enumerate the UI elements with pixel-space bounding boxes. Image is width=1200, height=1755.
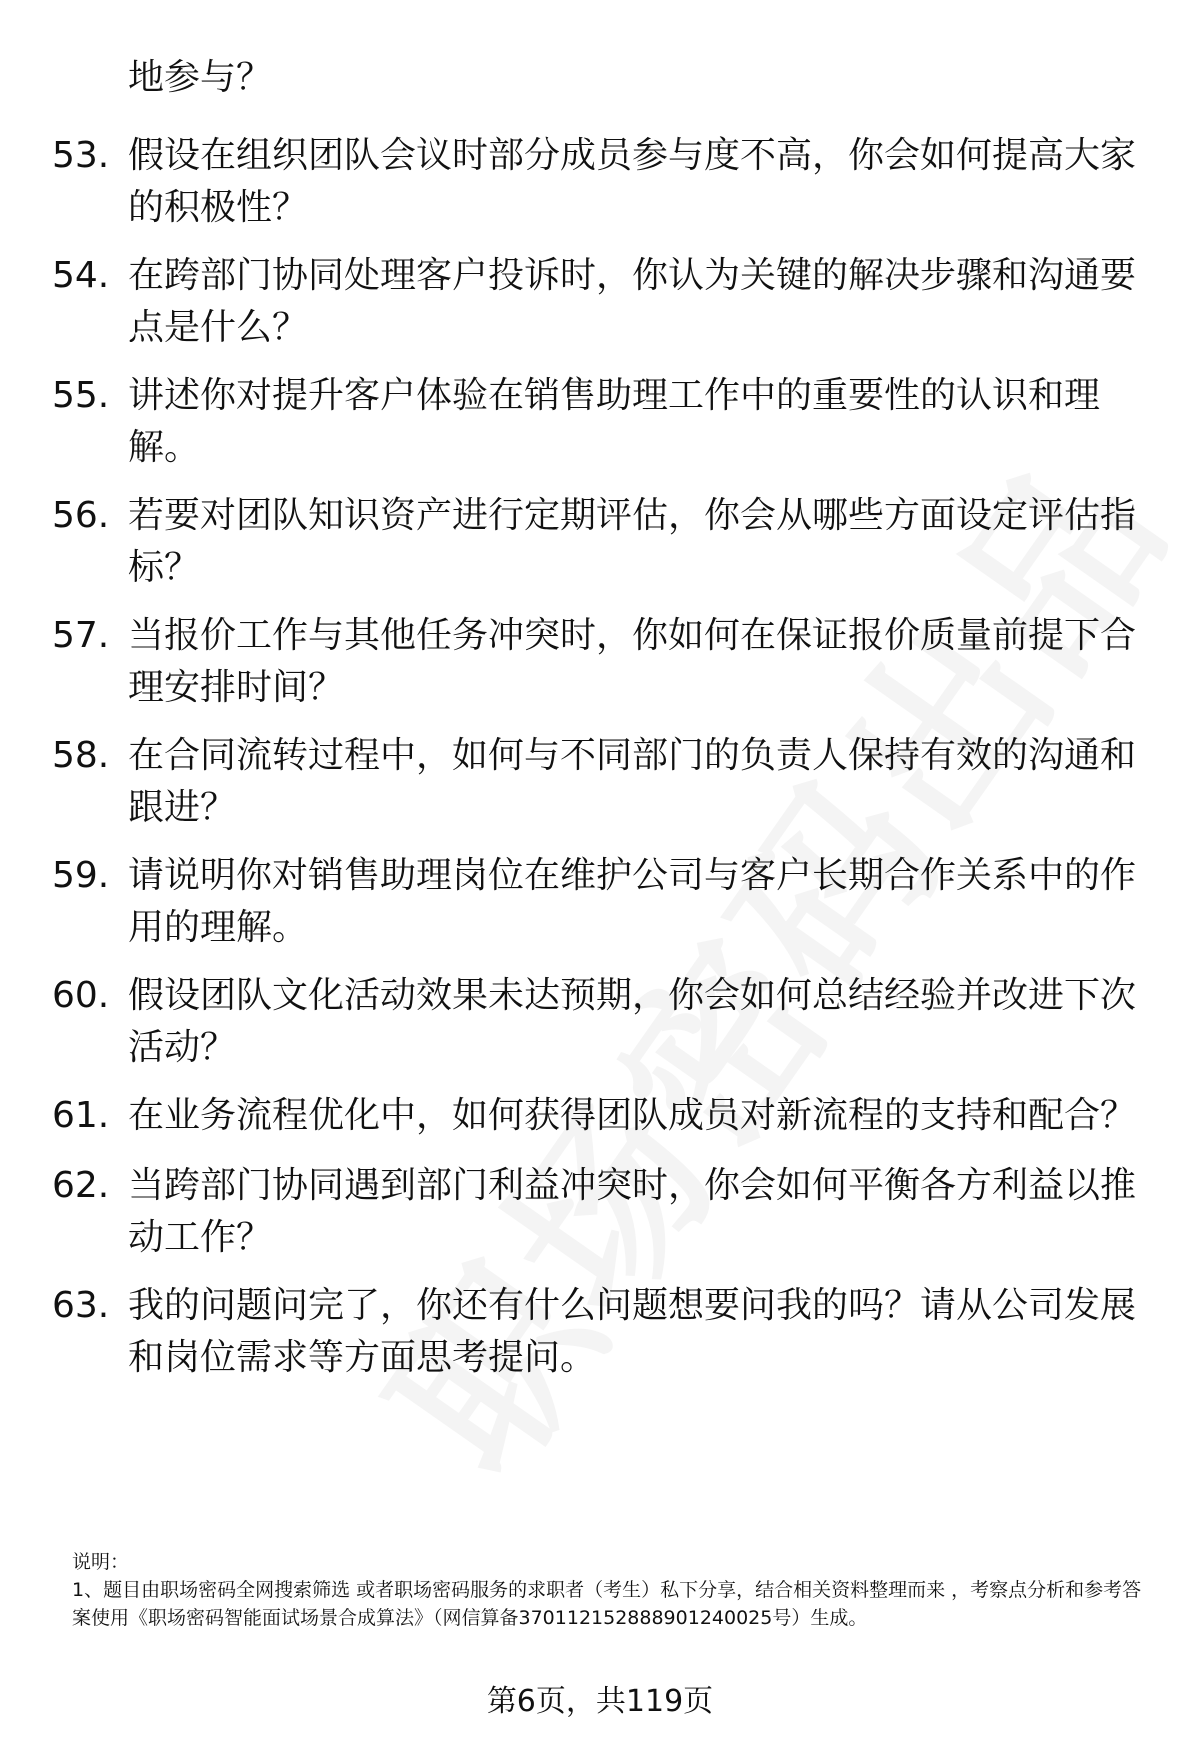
notes-body: 1、题目由职场密码全网搜索筛选 或者职场密码服务的求职者（考生）私下分享，结合相关资料整理而来 ，考察点分析和参考答案使用《职场密码智能面试场景合成算法》（网信算备370112152888901240025号）生成。	[72, 1579, 1142, 1629]
question-item	[52, 970, 1152, 1074]
notes-title: 说明：	[72, 1551, 130, 1573]
question-number: 56.	[52, 495, 110, 536]
previous-question-continuation: 地参与？	[128, 57, 273, 98]
question-text: 若要对团队知识资产进行定期评估，你会从哪些方面设定评估指标？	[128, 495, 1137, 588]
question-text: 在合同流转过程中，如何与不同部门的负责人保持有效的沟通和跟进？	[128, 735, 1137, 828]
question-number: 53.	[52, 135, 110, 176]
question-item	[52, 610, 1152, 714]
question-number: 54.	[52, 255, 110, 296]
question-item	[52, 1160, 1152, 1264]
question-item	[52, 250, 1152, 354]
question-number: 61.	[52, 1095, 110, 1136]
question-text: 我的问题问完了，你还有什么问题想要问我的吗？请从公司发展和岗位需求等方面思考提问。	[128, 1285, 1137, 1378]
question-item	[52, 370, 1152, 474]
question-text: 请说明你对销售助理岗位在维护公司与客户长期合作关系中的作用的理解。	[128, 855, 1137, 948]
question-item	[52, 490, 1152, 594]
question-text: 讲述你对提升客户体验在销售助理工作中的重要性的认识和理解。	[128, 375, 1101, 468]
question-item	[52, 1280, 1152, 1384]
question-text: 在业务流程优化中，如何获得团队成员对新流程的支持和配合？	[128, 1095, 1137, 1136]
question-number: 57.	[52, 615, 110, 656]
question-item	[52, 730, 1152, 834]
question-number: 58.	[52, 735, 110, 776]
question-text: 当跨部门协同遇到部门利益冲突时，你会如何平衡各方利益以推动工作？	[128, 1165, 1137, 1258]
question-item	[52, 850, 1152, 954]
question-number: 62.	[52, 1165, 110, 1206]
question-number: 59.	[52, 855, 110, 896]
question-number: 63.	[52, 1285, 110, 1326]
question-number: 55.	[52, 375, 110, 416]
notes-section	[72, 1548, 1152, 1632]
question-text: 当报价工作与其他任务冲突时，你如何在保证报价质量前提下合理安排时间？	[128, 615, 1137, 708]
question-text: 在跨部门协同处理客户投诉时，你认为关键的解决步骤和沟通要点是什么？	[128, 255, 1137, 348]
question-item	[52, 1090, 1152, 1142]
question-number: 60.	[52, 975, 110, 1016]
question-text: 假设在组织团队会议时部分成员参与度不高，你会如何提高大家的积极性？	[128, 135, 1137, 228]
question-item	[52, 130, 1152, 234]
page-footer: 第6页，共119页	[486, 1684, 714, 1719]
question-text: 假设团队文化活动效果未达预期，你会如何总结经验并改进下次活动？	[128, 975, 1137, 1068]
